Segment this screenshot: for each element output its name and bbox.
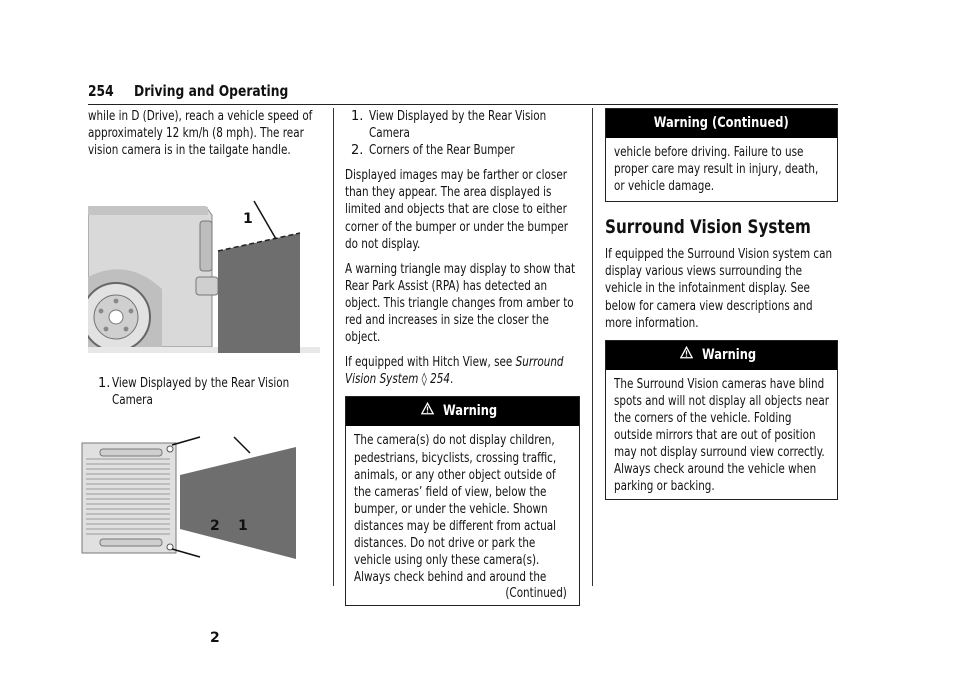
warning-header — [606, 341, 837, 370]
warning-title: Warning (Continued) — [654, 115, 789, 131]
warning-text: The Surround Vision cameras have blind spots and will not display all objects near the corners of the vehicle. Folding outside mirrors that are out of position may not display surround view correctly. Always check around the vehicle when parking or backing. — [614, 376, 829, 495]
column-divider — [592, 108, 593, 586]
column-2 — [345, 108, 580, 606]
intro-paragraph: while in D (Drive), reach a vehicle speed of approximately 12 km/h (8 mph). The rear vision camera is in the tailgate handle. — [88, 109, 313, 159]
cross-reference-paragraph: If equipped with Hitch View, see Surround Vision System ◊ 254. — [345, 355, 564, 388]
column-3 — [605, 108, 838, 500]
column-divider — [333, 108, 334, 586]
fig1-callout-1: 1 — [243, 211, 253, 227]
warning-triangle-icon — [680, 341, 693, 370]
page-ref[interactable]: 254 — [430, 372, 450, 388]
page-number: 254 — [88, 82, 114, 100]
section-title: Driving and Operating — [134, 82, 289, 100]
rear-camera-view-illustration — [88, 177, 320, 353]
page-header — [88, 82, 838, 105]
warning-text: The camera(s) do not display children, pedestrians, bicyclists, crossing traffic, animals, or any other object outside of the cameras’ field of view, below the bumper, or under the vehicle. Shown distances may be different from actual distances. Do not drive or park the vehicle using only these camera(s). Always check behind and around the — [354, 433, 557, 586]
cross-reference-link[interactable]: Surround Vision System — [345, 355, 564, 388]
list-item: 1. View Displayed by the Rear Vision Camera — [98, 376, 290, 409]
warning-text: vehicle before driving. Failure to use proper care may result in injury, death, or vehicle damage. — [614, 145, 819, 195]
warning-box — [345, 396, 580, 606]
fig2-callout-2-top: 2 — [210, 518, 220, 534]
bumper-corners-illustration — [78, 429, 310, 567]
warning-header — [346, 397, 579, 426]
section-heading: Surround Vision System — [605, 216, 811, 239]
figure-legend-list — [345, 108, 580, 159]
warning-triangle-icon — [421, 397, 434, 426]
page-ref-arrow-icon: ◊ — [421, 372, 427, 388]
fig2-callout-2-bottom: 2 — [210, 630, 220, 646]
paragraph: If equipped the Surround Vision system can display various views surrounding the vehicle in the infotainment display. See below for camera view descriptions and more information. — [605, 247, 833, 331]
warning-header — [606, 109, 837, 138]
list-item: 1. View Displayed by the Rear Vision Camera — [351, 109, 547, 142]
fig2-callout-1: 1 — [238, 518, 248, 534]
warning-box — [605, 340, 838, 501]
continued-label: (Continued) — [505, 586, 567, 602]
warning-continued-box — [605, 108, 838, 202]
paragraph: A warning triangle may display to show that Rear Park Assist (RPA) has detected an object. This triangle changes from amber to red and increases in size the closer the object. — [345, 261, 576, 346]
warning-title: Warning — [702, 346, 757, 363]
column-1 — [88, 108, 320, 646]
paragraph: Displayed images may be farther or closer than they appear. The area displayed is limited and objects that are close to either corner of the bumper or under the bumper do not display. — [345, 168, 569, 252]
list-item: 2. Corners of the Rear Bumper — [351, 143, 515, 159]
warning-title: Warning — [443, 403, 498, 420]
fig1-caption-list — [88, 375, 320, 409]
